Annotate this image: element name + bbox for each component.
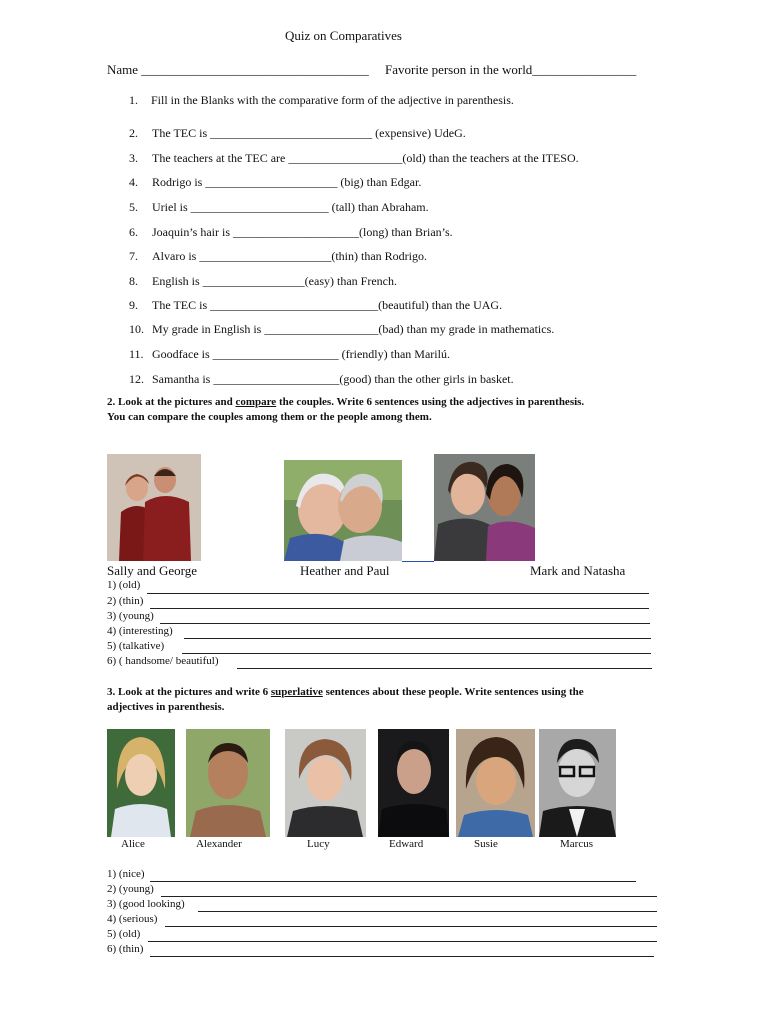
item-text[interactable]: My grade in English is ___________________(bad) than my grade in mathematics. (152, 322, 555, 336)
section2-instruction-line2: You can compare the couples among them or the people among them. (107, 411, 432, 423)
caption-heather-and-paul: Heather and Paul (300, 563, 390, 578)
prompt-label: 2) (young) (107, 883, 154, 895)
photo-name-lucy: Lucy (307, 838, 330, 850)
name-field-label[interactable]: Name ___________________________________ (107, 62, 369, 77)
favorite-person-field-label[interactable]: Favorite person in the world________________ (385, 62, 637, 77)
photo-susie (456, 729, 535, 837)
answer-line[interactable] (198, 911, 657, 912)
answer-line[interactable] (150, 881, 636, 882)
prompt-label: 1) (nice) (107, 868, 145, 880)
photo-name-susie: Susie (474, 838, 498, 850)
item-number: 9. (129, 298, 138, 312)
item-number: 2. (129, 126, 138, 140)
prompt-label: 4) (interesting) (107, 625, 173, 637)
photo-heather-and-paul (284, 460, 402, 561)
prompt-label: 1) (old) (107, 579, 141, 591)
page-title: Quiz on Comparatives (285, 28, 402, 43)
item-text[interactable]: The teachers at the TEC are ___________________(old) than the teachers at the ITESO. (152, 151, 579, 165)
hyperlink-underline (402, 561, 434, 562)
instruction-text: 3. Look at the pictures and write 6 (107, 686, 271, 698)
item-text[interactable]: Goodface is _____________________ (friendly) than Marilú. (152, 347, 450, 361)
section2-instruction-line1 (107, 396, 584, 408)
item-text[interactable]: Rodrigo is ______________________ (big) than Edgar. (152, 175, 422, 189)
answer-line[interactable] (160, 623, 650, 624)
instruction-emphasis: superlative (270, 686, 323, 698)
item-number: 3. (129, 151, 138, 165)
prompt-label: 3) (good looking) (107, 898, 185, 910)
prompt-label: 4) (serious) (107, 913, 158, 925)
prompt-label: 5) (talkative) (107, 640, 165, 652)
section3-instruction-line2: adjectives in parenthesis. (107, 701, 225, 713)
item-text[interactable]: Uriel is _______________________ (tall) than Abraham. (152, 200, 429, 214)
answer-line[interactable] (165, 926, 657, 927)
instruction-text: the couples. Write 6 sentences using the adjectives in parenthesis. (276, 396, 585, 408)
item-number: 10. (129, 322, 144, 336)
prompt-label: 5) (old) (107, 928, 141, 940)
photo-name-edward: Edward (389, 838, 424, 850)
photo-name-alice: Alice (121, 838, 145, 850)
answer-line[interactable] (150, 956, 654, 957)
answer-line[interactable] (184, 638, 651, 639)
item-number: 11. (129, 347, 144, 361)
photo-alexander (186, 729, 270, 837)
answer-line[interactable] (147, 593, 649, 594)
item-text: Fill in the Blanks with the comparative form of the adjective in parenthesis. (151, 93, 514, 107)
answer-line[interactable] (237, 668, 652, 669)
prompt-label: 2) (thin) (107, 595, 144, 607)
instruction-emphasis: compare (235, 396, 277, 408)
prompt-label: 6) (thin) (107, 943, 144, 955)
caption-sally-and-george: Sally and George (107, 563, 198, 578)
instruction-text: 2. Look at the pictures and (107, 396, 236, 408)
caption-mark-and-natasha: Mark and Natasha (530, 563, 626, 578)
item-number: 8. (129, 274, 138, 288)
instruction-text: sentences about these people. Write sentences using the (322, 686, 584, 698)
item-text[interactable]: English is _________________(easy) than French. (152, 274, 397, 288)
photo-alice (107, 729, 175, 837)
item-text[interactable]: The TEC is ____________________________(beautiful) than the UAG. (152, 298, 503, 312)
photo-marcus (539, 729, 616, 837)
item-text[interactable]: Joaquin’s hair is _____________________(long) than Brian’s. (152, 225, 453, 239)
answer-line[interactable] (182, 653, 651, 654)
photo-mark-and-natasha (434, 454, 535, 561)
item-number: 12. (129, 372, 144, 386)
item-number: 5. (129, 200, 138, 214)
answer-line[interactable] (150, 608, 649, 609)
answer-line[interactable] (161, 896, 657, 897)
item-text[interactable]: The TEC is ___________________________ (expensive) UdeG. (152, 126, 466, 140)
prompt-label: 6) ( handsome/ beautiful) (107, 655, 219, 667)
item-number: 7. (129, 249, 138, 263)
prompt-label: 3) (young) (107, 610, 154, 622)
photo-lucy (285, 729, 366, 837)
photo-edward (378, 729, 449, 837)
item-number: 4. (129, 175, 138, 189)
item-number: 6. (129, 225, 138, 239)
photo-name-alexander: Alexander (196, 838, 242, 850)
item-number: 1. (129, 93, 138, 107)
item-text[interactable]: Samantha is _____________________(good) than the other girls in basket. (152, 372, 514, 386)
item-text[interactable]: Alvaro is ______________________(thin) than Rodrigo. (152, 249, 427, 263)
section3-instruction-line1 (107, 686, 584, 698)
photo-name-marcus: Marcus (560, 838, 593, 850)
photo-sally-and-george (107, 454, 201, 561)
answer-line[interactable] (148, 941, 657, 942)
